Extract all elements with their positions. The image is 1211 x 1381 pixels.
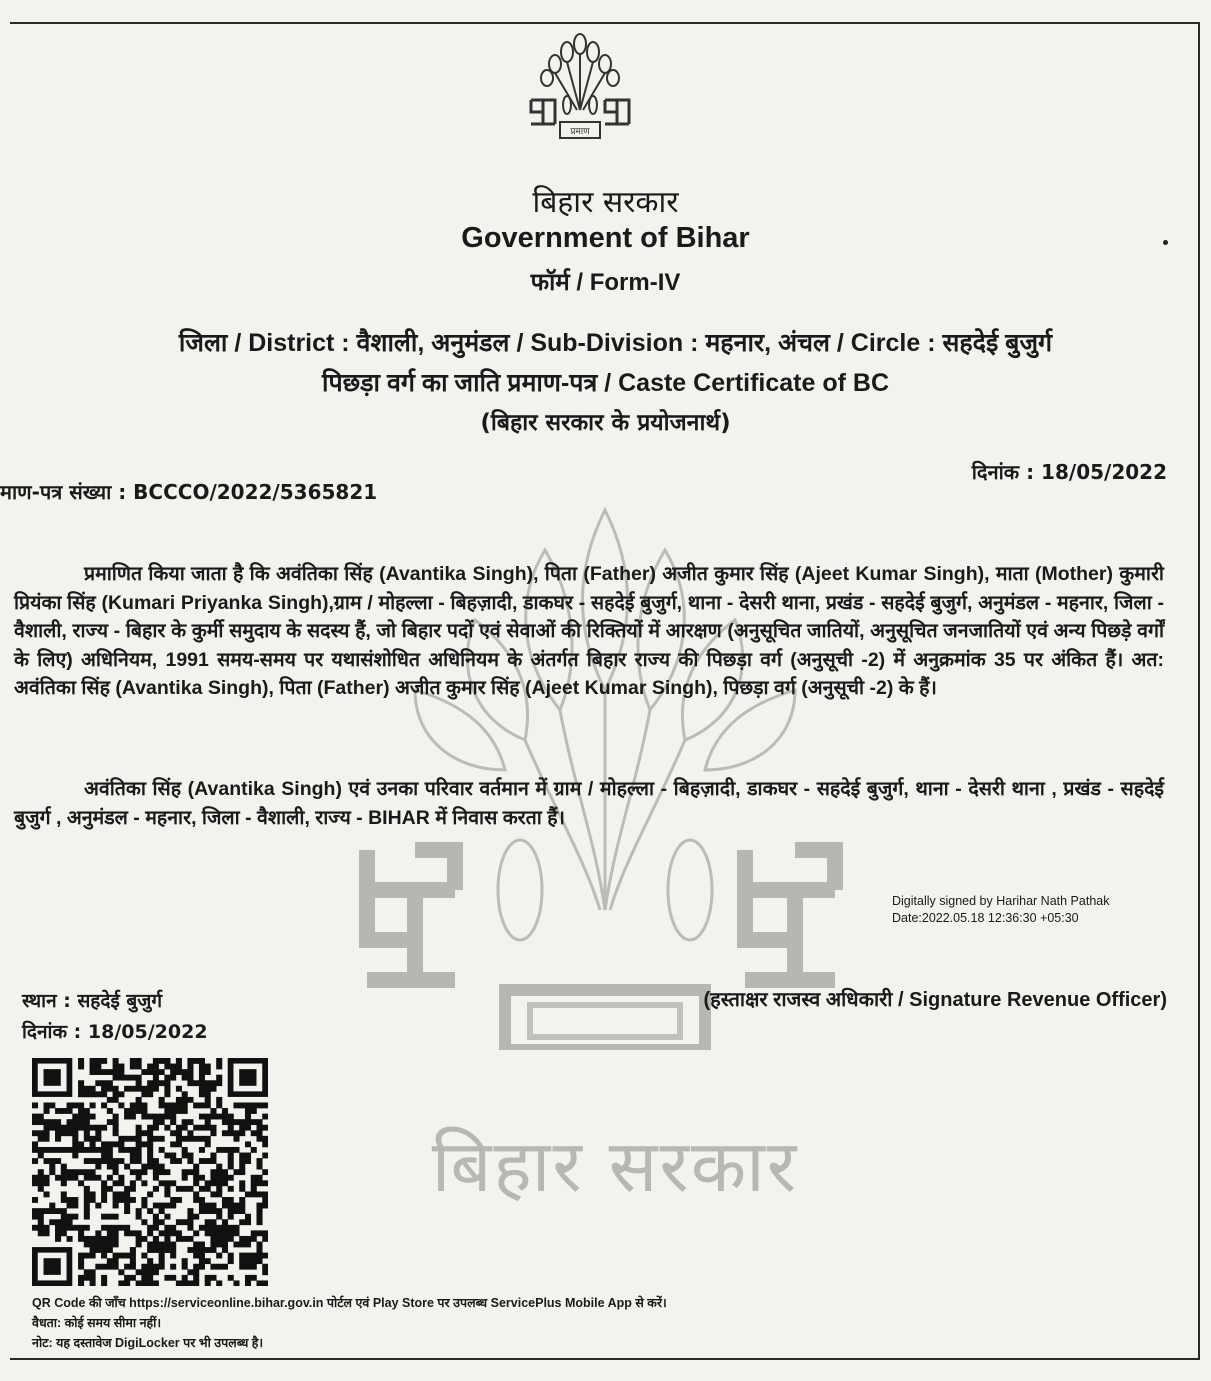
certificate-number: माण-पत्र संख्या : BCCCO/2022/5365821 (0, 480, 378, 504)
officer-signature-label: (हस्ताक्षर राजस्व अधिकारी / Signature Revenue Officer) (703, 989, 1167, 1011)
certificate-paragraph-1: प्रमाणित किया जाता है कि अवंतिका सिंह (Avantika Singh), पिता (Father) अजीत कुमार सिंह (Ajeet Kumar Singh), माता (Mother) कुमारी प्रियंका सिंह (Kumari Priyanka Singh),ग्राम / मोहल्ला - बिहज़ादी, डाकघर - सहदेई बुजुर्ग, थाना - देसरी थाना, प्रखंड - सहदेई बुजुर्ग, अनुमंडल - महनार, जिला - वैशाली, राज्य - बिहार के कुर्मी समुदाय के सदस्य हैं, जो बिहार पदों एवं सेवाओं की रिक्तियों में आरक्षण (अनुसूचित जातियों, अनुसूचित जनजातियों एवं अन्य पिछड़े वर्गों के लिए) अधिनियम, 1991 समय-समय पर यथासंशोधित अधिनियम के अंतर्गत बिहार राज्य की पिछड़ा वर्ग (अनुसूची -2) में अनुक्रमांक 35 पर अंकित हैं। अत: अवंतिका सिंह (Avantika Singh), पिता (Father) अजीत कुमार सिंह (Ajeet Kumar Singh), पिछड़ा वर्ग (अनुसूची -2) के हैं। (14, 563, 1164, 699)
digilocker-note: नोट: यह दस्तावेज DigiLocker पर भी उपलब्ध है। (32, 1336, 264, 1350)
footer-date: दिनांक : 18/05/2022 (22, 1021, 208, 1043)
bihar-emblem-logo (525, 30, 635, 150)
purpose-line: (बिहार सरकार के प्रयोजनार्थ) (480, 410, 731, 436)
qr-verification-note: QR Code की जाँच https://serviceonline.bihar.gov.in पोर्टल एवं Play Store पर उपलब्ध ServicePlus Mobile App से करें। (32, 1296, 667, 1310)
speck (1163, 240, 1168, 245)
english-title: Government of Bihar (461, 222, 750, 254)
certificate-paragraph-2: अवंतिका सिंह (Avantika Singh) एवं उनका परिवार वर्तमान में ग्राम / मोहल्ला - बिहज़ादी, डाकघर - सहदेई बुजुर्ग, थाना - देसरी थाना , प्रखंड - सहदेई बुजुर्ग , अनुमंडल - महनार, जिला - वैशाली, राज्य - BIHAR में निवास करता हैं। (14, 778, 1164, 829)
location-line: जिला / District : वैशाली, अनुमंडल / Sub-Division : महनार, अंचल / Circle : सहदेई बुजुर्ग (178, 329, 1053, 357)
digital-sign-date: Date:2022.05.18 12:36:30 +05:30 (892, 911, 1079, 925)
certificate-title: पिछड़ा वर्ग का जाति प्रमाण-पत्र / Caste Certificate of BC (321, 369, 890, 397)
digital-signature (892, 893, 1109, 927)
hindi-title: बिहार सरकार (532, 185, 679, 220)
form-label: फॉर्म / Form-IV (530, 269, 681, 296)
watermark-text: बिहार सरकार (431, 1124, 799, 1208)
digital-signer: Digitally signed by Harihar Nath Pathak (892, 894, 1110, 908)
qr-code (32, 1058, 268, 1286)
place-label: स्थान : सहदेई बुजुर्ग (22, 990, 163, 1012)
validity-note: वैधता: कोई समय सीमा नहीं। (32, 1316, 162, 1330)
emblem-label: प्रमाण (570, 127, 590, 137)
issue-date: दिनांक : 18/05/2022 (971, 460, 1167, 484)
